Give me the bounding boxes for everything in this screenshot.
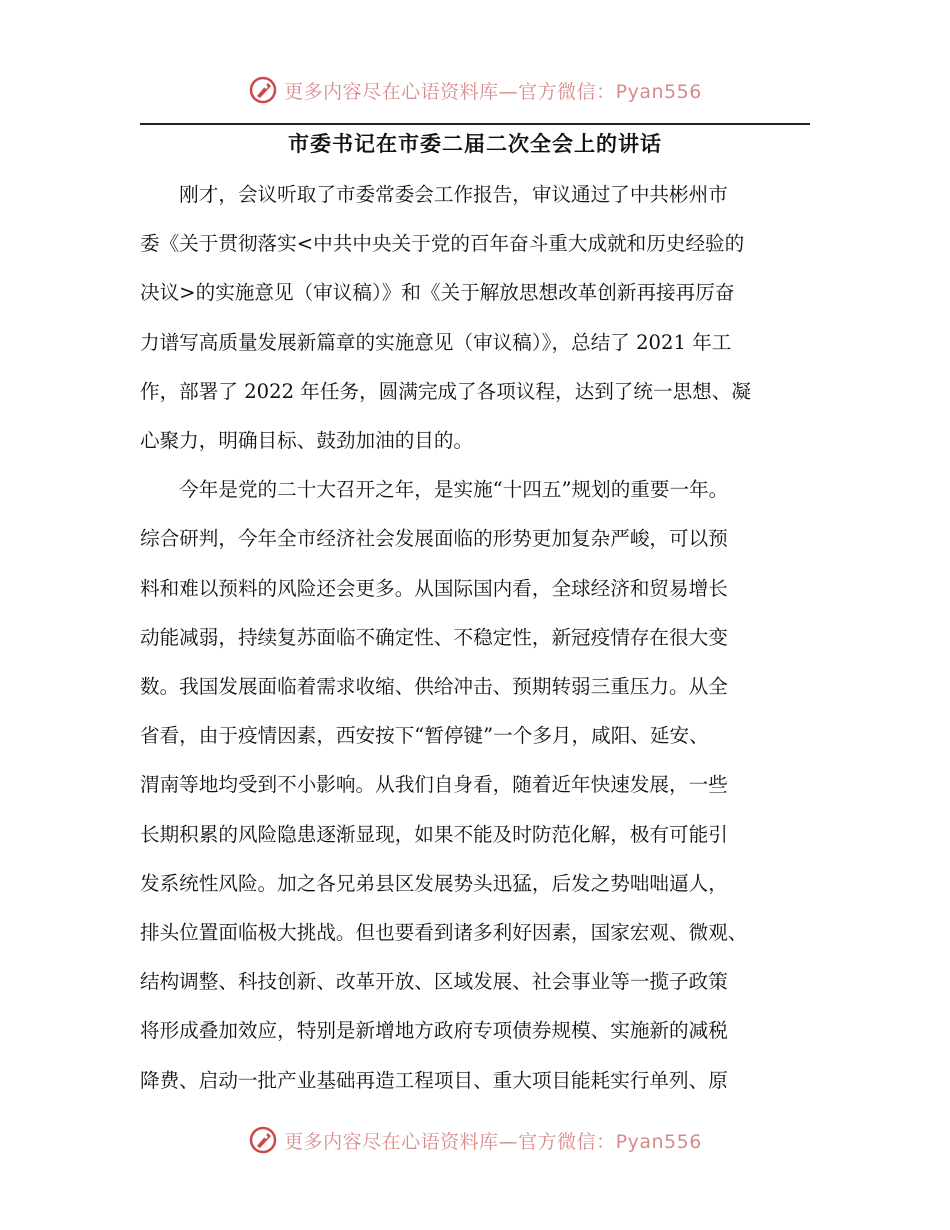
- text-line: 结构调整、科技创新、改革开放、区域发展、社会事业等一揽子政策: [140, 970, 728, 994]
- text-line: 料和难以预料的风险还会更多。从国际国内看，全球经济和贸易增长: [140, 576, 728, 600]
- header-banner-text: 更多内容尽在心语资料库—官方微信：Pyan556: [284, 80, 702, 103]
- text-line: 降费、启动一批产业基础再造工程项目、重大项目能耗实行单列、原: [140, 1068, 728, 1092]
- header-divider: [140, 123, 810, 125]
- text-line: 排头位置面临极大挑战。但也要看到诸多利好因素，国家宏观、微观、: [140, 921, 748, 945]
- header-watermark-banner: [0, 70, 950, 110]
- pen-nib-icon: [248, 1125, 278, 1155]
- text-line: 力谱写高质量发展新篇章的实施意见（审议稿）》，总结了 2021 年工: [140, 330, 732, 354]
- text-line: 发系统性风险。加之各兄弟县区发展势头迅猛，后发之势咄咄逼人，: [140, 871, 728, 895]
- text-line: 综合研判，今年全市经济社会发展面临的形势更加复杂严峻，可以预: [140, 527, 728, 551]
- text-line: 决议>的实施意见（审议稿）》和《关于解放思想改革创新再接再厉奋: [140, 281, 735, 305]
- text-line: 渭南等地均受到不小影响。从我们自身看，随着近年快速发展，一些: [140, 773, 728, 797]
- text-line: 动能减弱，持续复苏面临不确定性、不稳定性，新冠疫情存在很大变: [140, 625, 728, 649]
- text-line: 心聚力，明确目标、鼓劲加油的目的。: [140, 429, 474, 453]
- text-line: 长期积累的风险隐患逐渐显现，如果不能及时防范化解，极有可能引: [140, 822, 728, 846]
- text-line: 作，部署了 2022 年任务，圆满完成了各项议程，达到了统一思想、凝: [140, 379, 751, 403]
- pen-nib-icon: [248, 75, 278, 105]
- text-line: 委《关于贯彻落实<中共中央关于党的百年奋斗重大成就和历史经验的: [140, 232, 745, 256]
- footer-banner-text: 更多内容尽在心语资料库—官方微信：Pyan556: [284, 1130, 702, 1153]
- paragraph: [140, 465, 810, 1105]
- paragraph: [140, 170, 810, 465]
- document-body: [140, 170, 810, 1105]
- text-line: 省看，由于疫情因素，西安按下“暂停键”一个多月，咸阳、延安、: [140, 724, 709, 748]
- footer-watermark-banner: [0, 1120, 950, 1160]
- page-title: 市委书记在市委二届二次全会上的讲话: [288, 132, 662, 156]
- text-line: 数。我国发展面临着需求收缩、供给冲击、预期转弱三重压力。从全: [140, 675, 728, 699]
- text-line: 今年是党的二十大召开之年，是实施“十四五”规划的重要一年。: [140, 478, 729, 502]
- text-line: 刚才，会议听取了市委常委会工作报告，审议通过了中共彬州市: [140, 183, 728, 206]
- text-line: 将形成叠加效应，特别是新增地方政府专项债券规模、实施新的减税: [140, 1019, 728, 1043]
